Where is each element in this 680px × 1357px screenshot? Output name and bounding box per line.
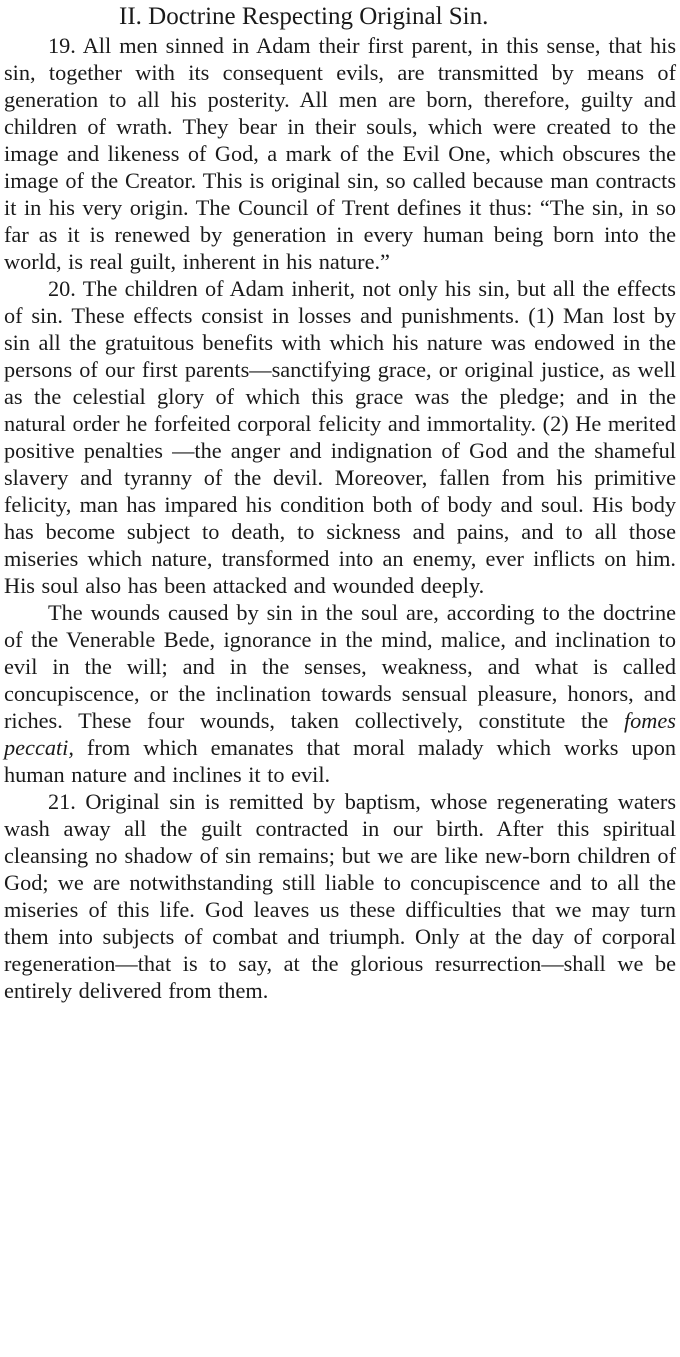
paragraph-wounds [4,599,676,788]
paragraph-19: 19. All men sinned in Adam their first parent, in this sense, that his sin, together with its consequent evils, are transmitted by means of generation to all his posterity. All men are born, therefore, guilty and children of wrath. They bear in their souls, which were created to the image and likeness of God, a mark of the Evil One, which obscures the image of the Creator. This is original sin, so called because man contracts it in his very origin. The Council of Trent defines it thus: “The sin, in so far as it is renewed by generation in every human being born into the world, is real guilt, inherent in his nature.” [4,33,676,274]
wounds-latin-term: fomes peccati, [4,708,676,760]
wounds-text-after: from which emanates that moral malady which works upon human nature and inclines it to evil. [4,735,677,787]
section-heading: II. Doctrine Respecting Original Sin. [119,3,489,30]
wounds-text-before: The wounds caused by sin in the soul are, according to the doctrine of the Venerable Bede, ignorance in the mind, malice, and inclination to evil in the will; and in the senses, weakness, and what is called concupiscence, or the inclination towards sensual pleasure, honors, and riches. These four wounds, taken collectively, constitute the [4,600,676,733]
paragraph-20: 20. The children of Adam inherit, not only his sin, but all the effects of sin. These effects consist in losses and punishments. (1) Man lost by sin all the gratuitous benefits with which his nature was endowed in the persons of our first parents—sanctifying grace, or original justice, as well as the celestial glory of which this grace was the pledge; and in the natural order he forfeited corporal felicity and immortality. (2) He merited positive penalties —the anger and indignation of God and the shameful slavery and tyranny of the devil. Moreover, fallen from his primitive felicity, man has impared his condition both of body and soul. His body has become subject to death, to sickness and pains, and to all those miseries which nature, transformed into an enemy, ever inflicts on him. His soul also has been attacked and wounded deeply. [4,276,676,598]
paragraph-21: 21. Original sin is remitted by baptism, whose regenerating waters wash away all the guilt contracted in our birth. After this spiritual cleansing no shadow of sin remains; but we are like new-born children of God; we are notwithstanding still liable to concupiscence and to all the miseries of this life. God leaves us these difficulties that we may turn them into subjects of combat and triumph. Only at the day of corporal regeneration—that is to say, at the glorious resurrection—shall we be entirely delivered from them. [4,789,676,1003]
